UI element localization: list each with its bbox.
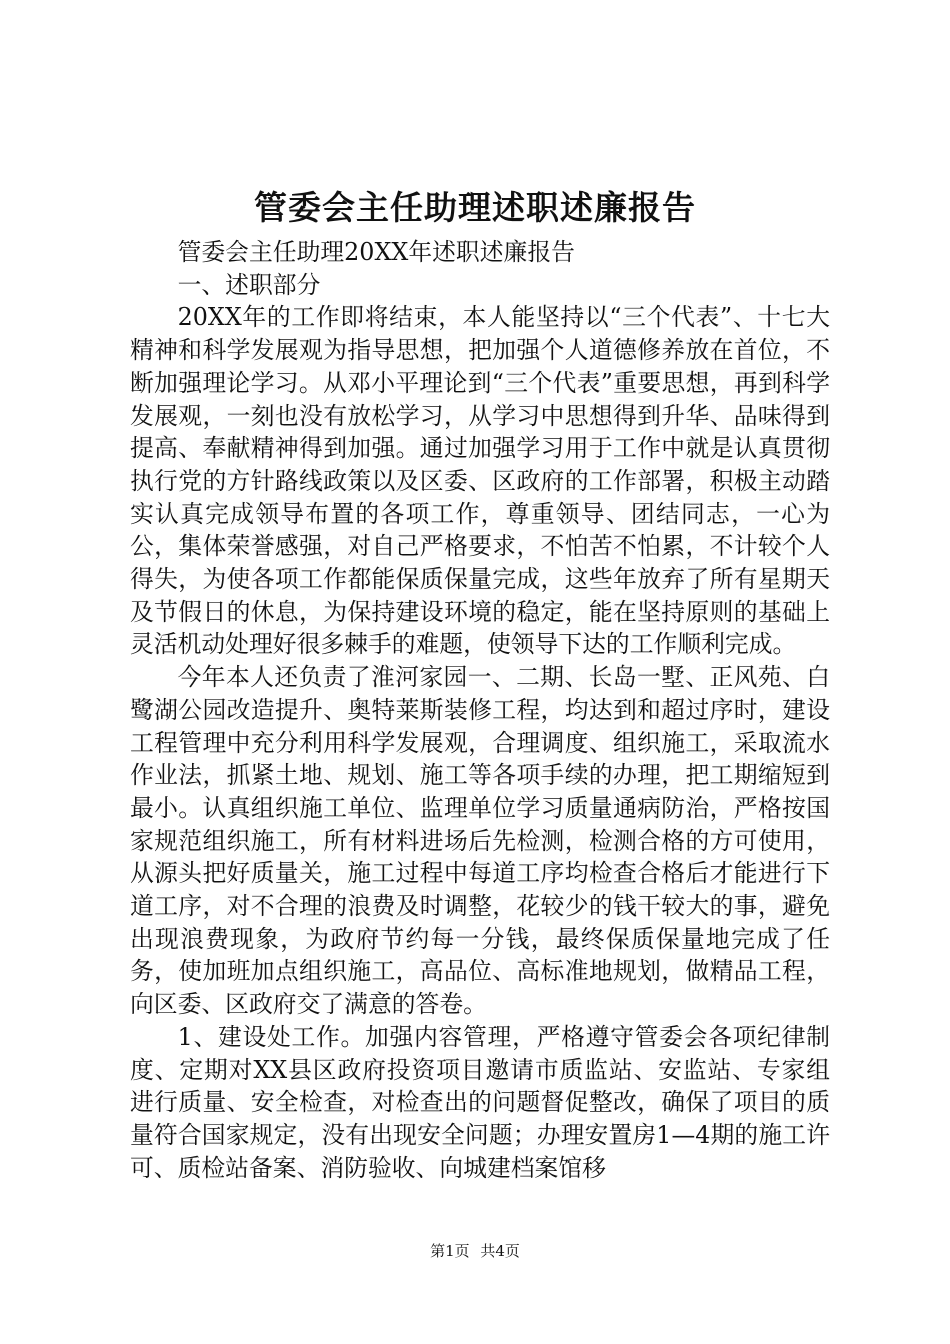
document-title: 管委会主任助理述职述廉报告 — [254, 188, 696, 227]
body-paragraph: 1、建设处工作。加强内容管理，严格遵守管委会各项纪律制度、定期对XX县区政府投资项目邀请市质监站、安监站、专家组进行质量、安全检查，对检查出的问题督促整改，确保了项目的质量符合国家规定，没有出现安全问题；办理安置房1—4期的施工许可、质检站备案、消防验收、向城建档案馆移 — [130, 1022, 830, 1182]
body-paragraph: 今年本人还负责了淮河家园一、二期、长岛一墅、正风苑、白鹭湖公园改造提升、奥特莱斯装修工程，均达到和超过序时，建设工程管理中充分利用科学发展观，合理调度、组织施工，采取流水作业法，抓紧土地、规划、施工等各项手续的办理，把工期缩短到最小。认真组织施工单位、监理单位学习质量通病防治，严格按国家规范组织施工，所有材料进场后先检测，检测合格的方可使用，从源头把好质量关，施工过程中每道工序均检查合格后才能进行下道工序，对不合理的浪费及时调整，花较少的钱干较大的事，避免出现浪费现象，为政府节约每一分钱，最终保质保量地完成了任务，使加班加点组织施工，高品位、高标准地规划，做精品工程，向区委、区政府交了满意的答卷。 — [130, 663, 830, 1019]
subtitle-paragraph: 管委会主任助理20XX年述职述廉报告 — [177, 238, 575, 266]
page-total: 共4页 — [480, 1242, 520, 1260]
page-footer — [0, 1241, 950, 1261]
body-paragraph: 20XX年的工作即将结束，本人能坚持以“三个代表”、十七大精神和科学发展观为指导思想，把加强个人道德修养放在首位，不断加强理论学习。从邓小平理论到“三个代表”重要思想，再到科学发展观，一刻也没有放松学习，从学习中思想得到升华、品味得到提高、奉献精神得到加强。通过加强学习用于工作中就是认真贯彻执行党的方针路线政策以及区委、区政府的工作部署，积极主动踏实认真完成领导布置的各项工作，尊重领导、团结同志，一心为公，集体荣誉感强，对自己严格要求，不怕苦不怕累，不计较个人得失，为使各项工作都能保质保量完成，这些年放弃了所有星期天及节假日的休息，为保持建设环境的稳定，能在坚持原则的基础上灵活机动处理好很多棘手的难题，使领导下达的工作顺利完成。 — [130, 303, 830, 659]
document-body — [130, 236, 830, 1184]
page-number: 第1页 — [430, 1242, 470, 1260]
section-heading: 一、述职部分 — [177, 270, 321, 299]
